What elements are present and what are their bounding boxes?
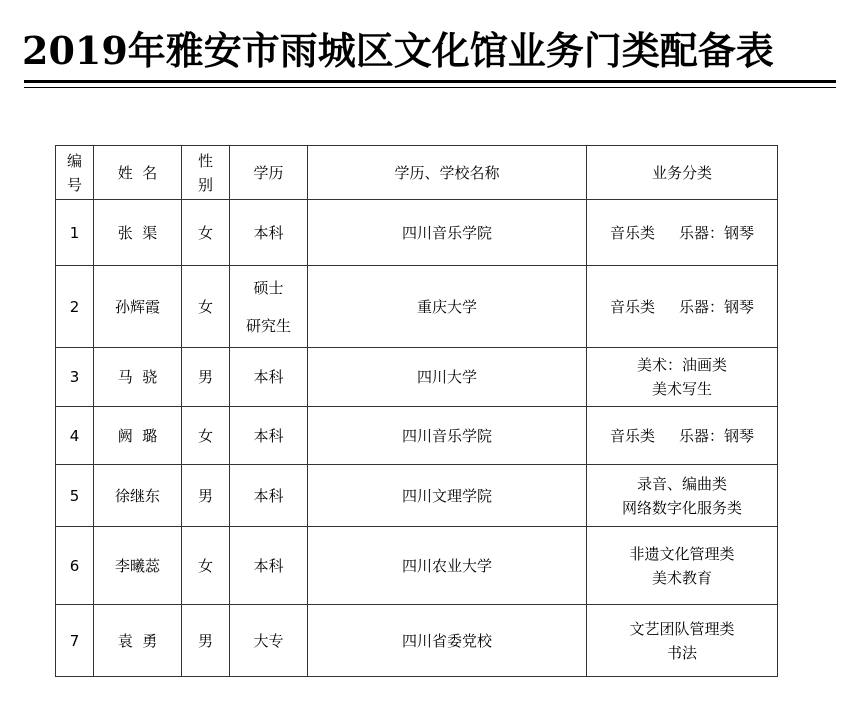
header-no-line1: 编 [66,151,82,170]
category-text: 音乐类 [609,426,655,445]
category-line [587,641,777,665]
cell-education [230,465,308,527]
header-name: 姓 名 [94,146,182,200]
header-education: 学历 [230,146,308,200]
table-header-row [56,146,778,200]
cell-name: 张 渠 [94,200,182,266]
category-line [587,353,777,377]
cell-name: 李曦蕊 [94,527,182,605]
staff-table [55,145,778,677]
category-text: 乐器：钢琴 [679,297,755,316]
cell-sex: 男 [182,348,230,407]
education-line: 本科 [253,223,284,242]
category-line [587,221,777,245]
cell-school: 四川文理学院 [308,465,587,527]
cell-education [230,527,308,605]
cell-no: 6 [56,527,94,605]
education-line: 本科 [253,426,284,445]
cell-no: 3 [56,348,94,407]
cell-name: 阙 璐 [94,407,182,465]
cell-school: 四川音乐学院 [308,200,587,266]
header-category: 业务分类 [587,146,778,200]
category-text: 网络数字化服务类 [621,498,742,517]
cell-sex: 女 [182,407,230,465]
education-line: 硕士 [253,278,284,297]
category-line [587,377,777,401]
category-line [587,617,777,641]
category-text: 录音、编曲类 [636,474,727,493]
cell-category [587,527,778,605]
cell-name: 袁 勇 [94,605,182,677]
cell-school: 四川农业大学 [308,527,587,605]
cell-sex: 男 [182,465,230,527]
category-line [587,496,777,520]
header-no-line2: 号 [66,175,82,194]
cell-no: 1 [56,200,94,266]
education-line: 本科 [253,368,284,386]
category-text: 美术：油画类 [636,356,727,374]
cell-sex: 女 [182,200,230,266]
title-underline-thin [24,87,836,88]
category-text: 音乐类 [609,297,655,316]
cell-no: 5 [56,465,94,527]
cell-sex: 女 [182,527,230,605]
cell-sex: 女 [182,266,230,348]
header-sex-line1: 性 [197,151,213,170]
cell-school: 四川省委党校 [308,605,587,677]
table-row [56,348,778,407]
cell-category [587,200,778,266]
education-line: 大专 [253,631,284,650]
cell-education [230,266,308,348]
education-line: 本科 [253,556,284,575]
cell-name: 徐继东 [94,465,182,527]
category-line [587,472,777,496]
category-text: 乐器：钢琴 [679,426,755,445]
cell-education [230,200,308,266]
category-line [587,566,777,590]
table-row [56,527,778,605]
table-row [56,200,778,266]
category-text: 美术写生 [651,380,712,398]
table-row [56,266,778,348]
title-underline-thick [24,80,836,83]
category-line [587,542,777,566]
cell-category [587,605,778,677]
category-text: 美术教育 [651,568,712,587]
cell-sex: 男 [182,605,230,677]
page-title: 2019年雅安市雨城区文化馆业务门类配备表 [22,28,774,73]
table-row [56,605,778,677]
header-sex [182,146,230,200]
header-no [56,146,94,200]
header-sex-line2: 别 [197,175,213,194]
cell-school: 重庆大学 [308,266,587,348]
cell-no: 7 [56,605,94,677]
cell-category [587,407,778,465]
cell-name: 孙辉霞 [94,266,182,348]
category-text: 非遗文化管理类 [629,544,735,563]
cell-no: 4 [56,407,94,465]
education-line: 研究生 [245,316,291,335]
cell-category [587,465,778,527]
category-text: 文艺团队管理类 [629,619,735,638]
category-line [587,295,777,319]
cell-category [587,348,778,407]
category-text: 书法 [666,643,697,662]
category-line [587,424,777,448]
table-row [56,407,778,465]
cell-category [587,266,778,348]
cell-school: 四川大学 [308,348,587,407]
cell-no: 2 [56,266,94,348]
cell-education [230,407,308,465]
education-line: 本科 [253,486,284,505]
cell-name: 马 骁 [94,348,182,407]
category-text: 音乐类 [609,223,655,242]
category-text: 乐器：钢琴 [679,223,755,242]
cell-education [230,605,308,677]
header-school: 学历、学校名称 [308,146,587,200]
cell-education [230,348,308,407]
table-row [56,465,778,527]
cell-school: 四川音乐学院 [308,407,587,465]
